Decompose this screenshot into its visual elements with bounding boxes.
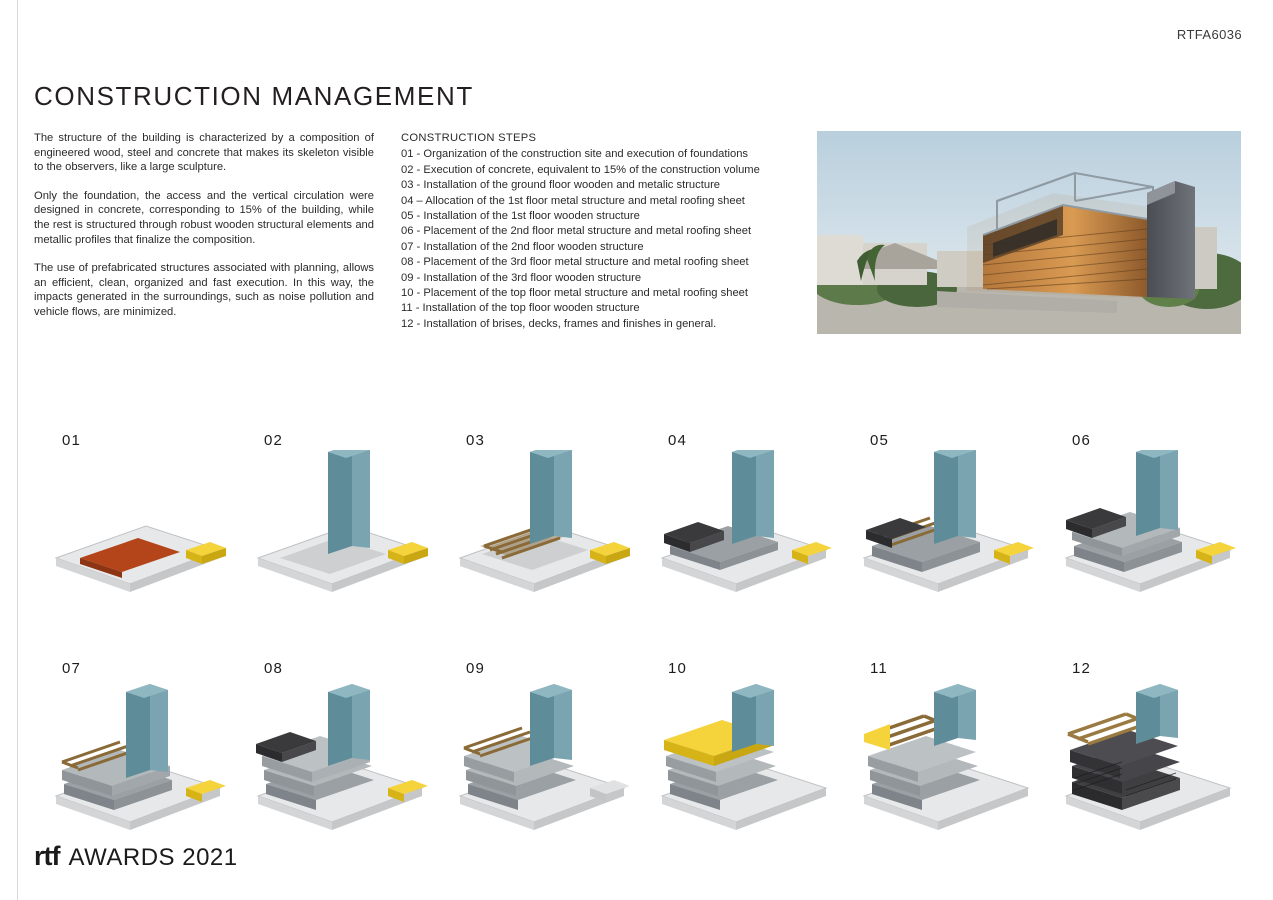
construction-step-item: 08 - Placement of the 3rd floor metal structure and metal roofing sheet <box>401 256 749 269</box>
description-paragraph: The use of prefabricated structures associated with planning, allows an efficient, clean, organized and fast execution. In this way, the impacts generated in the surroundings, such as noise pollution and vehicle flows, are minimized. <box>34 262 374 318</box>
sequence-step-07 <box>34 638 234 838</box>
sequence-step-06 <box>1044 410 1244 610</box>
construction-step-item: 12 - Installation of brises, decks, frames and finishes in general. <box>401 317 717 330</box>
construction-steps-heading: CONSTRUCTION STEPS <box>401 132 537 144</box>
construction-step-item: 04 – Allocation of the 1st floor metal structure and metal roofing sheet <box>401 194 745 207</box>
awards-label: AWARDS 2021 <box>68 844 238 871</box>
step-illustration-05 <box>842 450 1042 610</box>
step-number: 07 <box>62 660 82 677</box>
step-number: 05 <box>870 432 890 449</box>
description-paragraph: Only the foundation, the access and the vertical circulation were designed in concrete, corresponding to 15% of the building, while the rest is structured through robust wooden structural elements and metallic profiles that finalize the composition. <box>34 189 374 246</box>
step-illustration-10 <box>640 678 840 838</box>
construction-step-item: 01 - Organization of the construction site and execution of foundations <box>401 148 749 161</box>
step-illustration-06 <box>1044 450 1244 610</box>
construction-step-item: 10 - Placement of the top floor metal structure and metal roofing sheet <box>401 287 748 300</box>
construction-step-item: 11 - Installation of the top floor wooden structure <box>401 302 640 315</box>
description-column <box>34 131 374 320</box>
sequence-step-10 <box>640 638 840 838</box>
sequence-step-02 <box>236 410 436 610</box>
sequence-step-04 <box>640 410 840 610</box>
step-number: 11 <box>870 660 888 677</box>
step-number: 09 <box>466 660 486 677</box>
sequence-step-12 <box>1044 638 1244 838</box>
footer-logo <box>34 843 238 870</box>
page-left-rule <box>17 0 18 900</box>
step-number: 12 <box>1072 660 1092 677</box>
construction-sequence-grid <box>34 410 1244 830</box>
step-number: 02 <box>264 432 284 449</box>
construction-step-item: 05 - Installation of the 1st floor wooden structure <box>401 210 640 223</box>
reference-code: RTFA6036 <box>1176 27 1242 42</box>
step-illustration-01 <box>34 450 234 610</box>
step-number: 03 <box>466 432 486 449</box>
step-illustration-11 <box>842 678 1042 838</box>
rtf-logo-mark: rtf <box>34 841 60 871</box>
sequence-step-11 <box>842 638 1042 838</box>
construction-step-item: 02 - Execution of concrete, equivalent to 15% of the construction volume <box>401 163 760 176</box>
step-illustration-03 <box>438 450 638 610</box>
construction-step-item: 03 - Installation of the ground floor wooden and metalic structure <box>401 179 721 192</box>
step-illustration-02 <box>236 450 436 610</box>
step-number: 08 <box>264 660 284 677</box>
step-number: 01 <box>62 432 82 449</box>
step-illustration-04 <box>640 450 840 610</box>
step-illustration-12 <box>1044 678 1244 838</box>
sequence-step-08 <box>236 638 436 838</box>
step-number: 06 <box>1072 432 1092 449</box>
step-illustration-07 <box>34 678 234 838</box>
construction-steps-column <box>401 131 801 332</box>
step-number: 10 <box>668 660 688 677</box>
sequence-step-05 <box>842 410 1042 610</box>
step-illustration-09 <box>438 678 638 838</box>
construction-step-item: 06 - Placement of the 2nd floor metal structure and metal roofing sheet <box>401 225 752 238</box>
construction-step-item: 07 - Installation of the 2nd floor wooden structure <box>401 240 644 253</box>
description-paragraph: The structure of the building is characterized by a composition of engineered wood, steel and concrete that makes its skeleton visible to the observers, like a large sculpture. <box>34 132 374 174</box>
page-title: CONSTRUCTION MANAGEMENT <box>34 81 474 112</box>
step-illustration-08 <box>236 678 436 838</box>
sequence-step-09 <box>438 638 638 838</box>
construction-step-item: 09 - Installation of the 3rd floor wooden structure <box>401 271 642 284</box>
sequence-step-03 <box>438 410 638 610</box>
sequence-step-01 <box>34 410 234 610</box>
step-number: 04 <box>668 432 688 449</box>
render-photo <box>817 131 1241 334</box>
